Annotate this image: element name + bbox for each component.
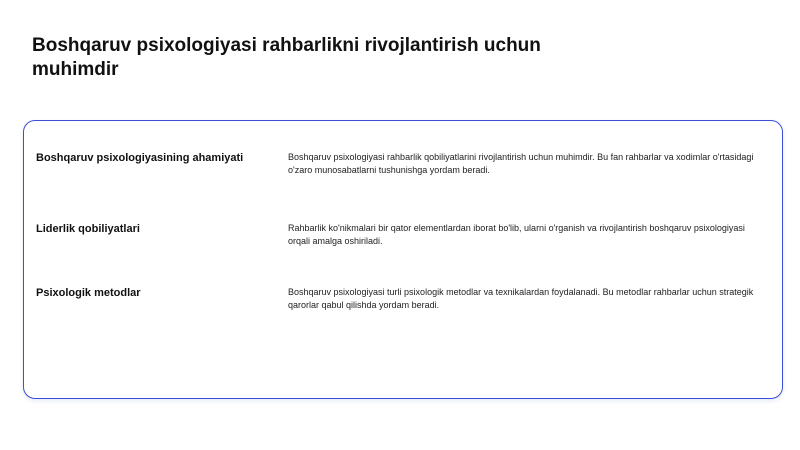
row-description: Boshqaruv psixologiyasi turli psixologik metodlar va texnikalardan foydalanadi. Bu metodlar rahbarlar uchun strategik qarorlar qabul qilishda yordam beradi. — [288, 287, 754, 310]
row-label: Boshqaruv psixologiyasining ahamiyati — [36, 152, 244, 164]
row-description: Boshqaruv psixologiyasi rahbarlik qobiliyatlarini rivojlantirish uchun muhimdir. Bu fan rahbarlar va xodimlar o'rtasidagi o'zaro munosabatlarni tushunishga yordam beradi. — [288, 152, 754, 175]
slide-title: Boshqaruv psixologiyasi rahbarlikni rivojlantirish uchun muhimdir — [32, 35, 541, 80]
row-label: Psixologik metodlar — [36, 287, 141, 299]
row-description: Rahbarlik ko'nikmalari bir qator elementlardan iborat bo'lib, ularni o'rganish va rivojlantirish boshqaruv psixologiyasi orqali amalga oshiriladi. — [288, 223, 745, 246]
content-card — [23, 120, 783, 399]
row-label: Liderlik qobiliyatlari — [36, 223, 140, 235]
